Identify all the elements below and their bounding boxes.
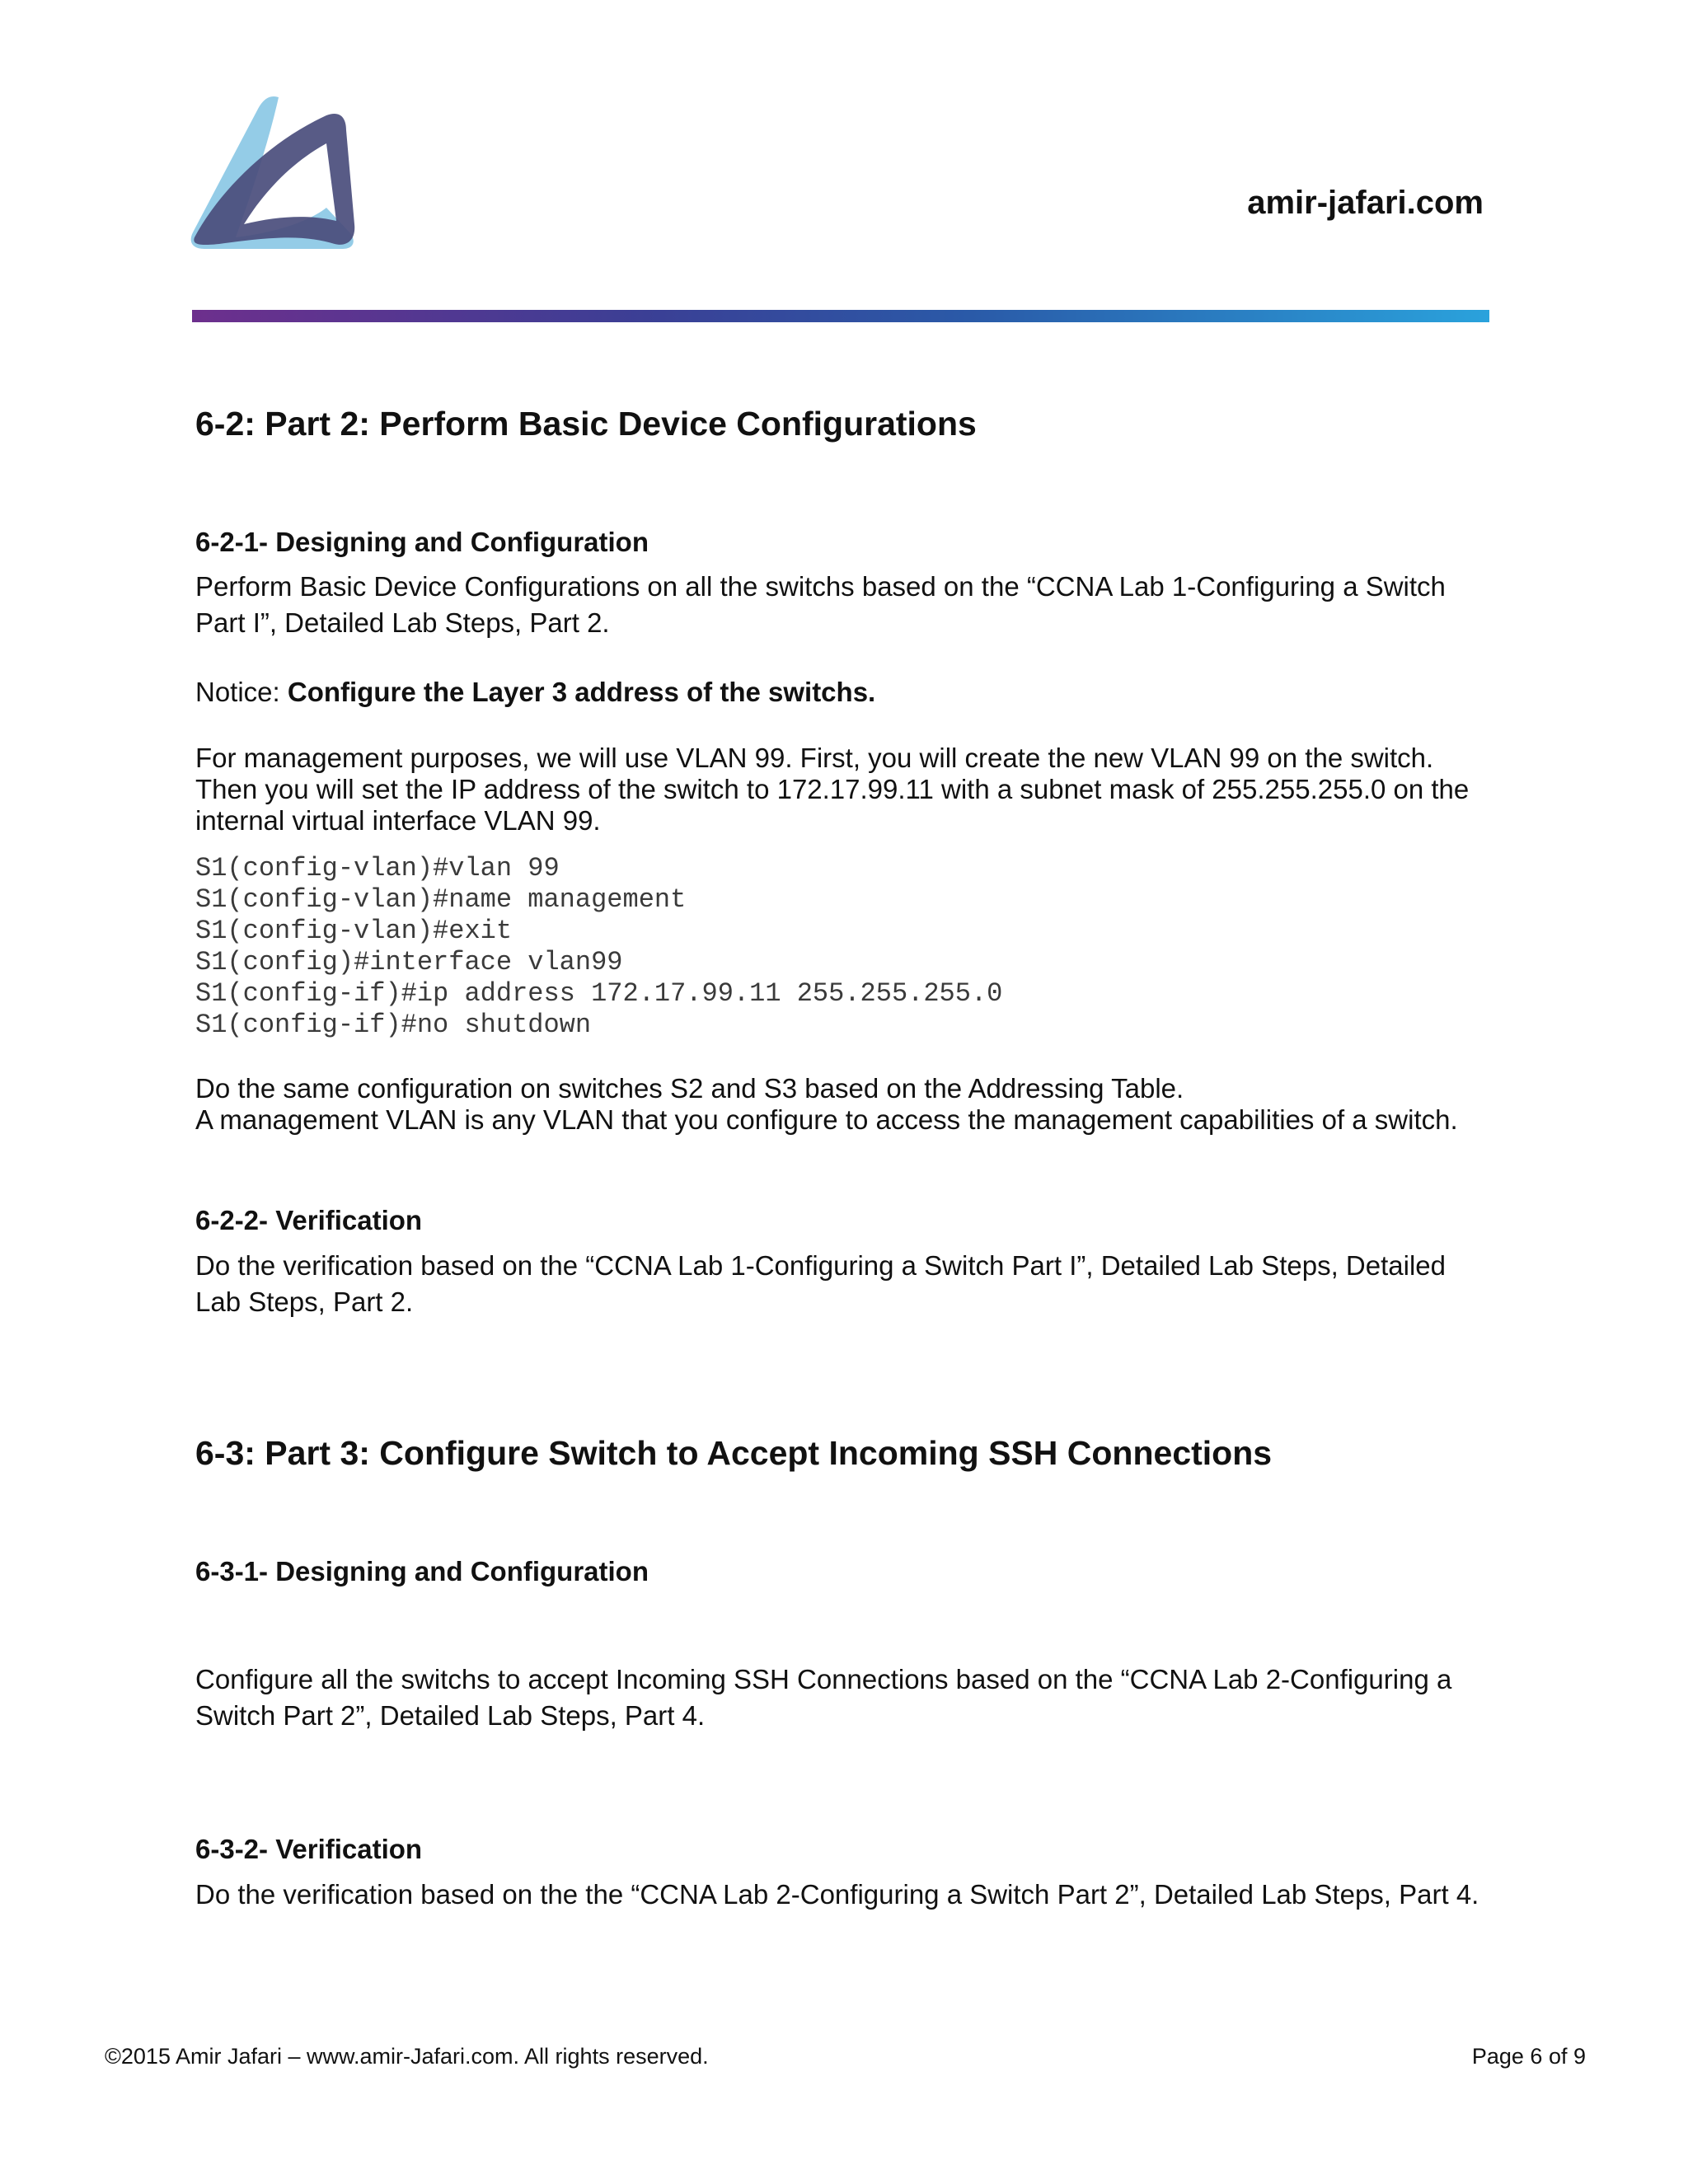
header-gradient-rule — [192, 310, 1489, 322]
notice-label: Notice: — [195, 677, 288, 707]
site-logo — [186, 92, 358, 252]
site-name[interactable]: amir-jafari.com — [1247, 185, 1484, 221]
after-code-line-2: A management VLAN is any VLAN that you configure to access the management capabilities of a switch. — [195, 1104, 1458, 1135]
section-6-2-2-heading: 6-2-2- Verification — [195, 1205, 423, 1235]
code-block — [195, 853, 1498, 1041]
code-line: S1(config-vlan)#exit — [195, 916, 513, 946]
part3-heading: 6-3: Part 3: Configure Switch to Accept Incoming SSH Connections — [195, 1434, 1273, 1472]
code-line: S1(config-if)#no shutdown — [195, 1010, 592, 1040]
code-line: S1(config-vlan)#vlan 99 — [195, 853, 560, 883]
notice-text: Configure the Layer 3 address of the switchs. — [287, 677, 876, 707]
part2-heading: 6-2: Part 2: Perform Basic Device Configurations — [195, 405, 977, 443]
notice-paragraph — [195, 674, 1498, 710]
footer-copyright: ©2015 Amir Jafari – www.amir-Jafari.com. All rights reserved. — [105, 2044, 709, 2069]
section-6-3-2-paragraph: Do the verification based on the the “CCNA Lab 2-Configuring a Switch Part 2”, Detailed Lab Steps, Part 4. — [195, 1879, 1479, 1910]
section-6-3-1-heading: 6-3-1- Designing and Configuration — [195, 1556, 649, 1586]
section-6-2-1-paragraph: Perform Basic Device Configurations on all the switchs based on the “CCNA Lab 1-Configuring a Switch Part I”, Detailed Lab Steps, Part 2. — [195, 571, 1446, 638]
after-code-line-1: Do the same configuration on switches S2 and S3 based on the Addressing Table. — [195, 1073, 1184, 1104]
management-paragraph: For management purposes, we will use VLAN 99. First, you will create the new VLAN 99 on the switch. Then you will set the IP address of the switch to 172.17.99.11 with a subnet mask of 255.255.255.0 on the internal virtual interface VLAN 99. — [195, 743, 1470, 836]
footer-page-number: Page 6 of 9 — [1471, 2044, 1586, 2069]
section-6-2-2-paragraph: Do the verification based on the “CCNA Lab 1-Configuring a Switch Part I”, Detailed Lab Steps, Detailed Lab Steps, Part 2. — [195, 1250, 1446, 1317]
logo-dark-shape — [194, 114, 354, 245]
section-6-2-1-heading: 6-2-1- Designing and Configuration — [195, 527, 649, 557]
code-line: S1(config)#interface vlan99 — [195, 947, 623, 977]
code-line: S1(config-if)#ip address 172.17.99.11 255.255.255.0 — [195, 978, 1003, 1009]
section-6-3-1-paragraph: Configure all the switchs to accept Incoming SSH Connections based on the “CCNA Lab 2-Configuring a Switch Part 2”, Detailed Lab Steps, Part 4. — [195, 1664, 1452, 1731]
code-line: S1(config-vlan)#name management — [195, 884, 687, 915]
section-6-3-2-heading: 6-3-2- Verification — [195, 1834, 423, 1864]
